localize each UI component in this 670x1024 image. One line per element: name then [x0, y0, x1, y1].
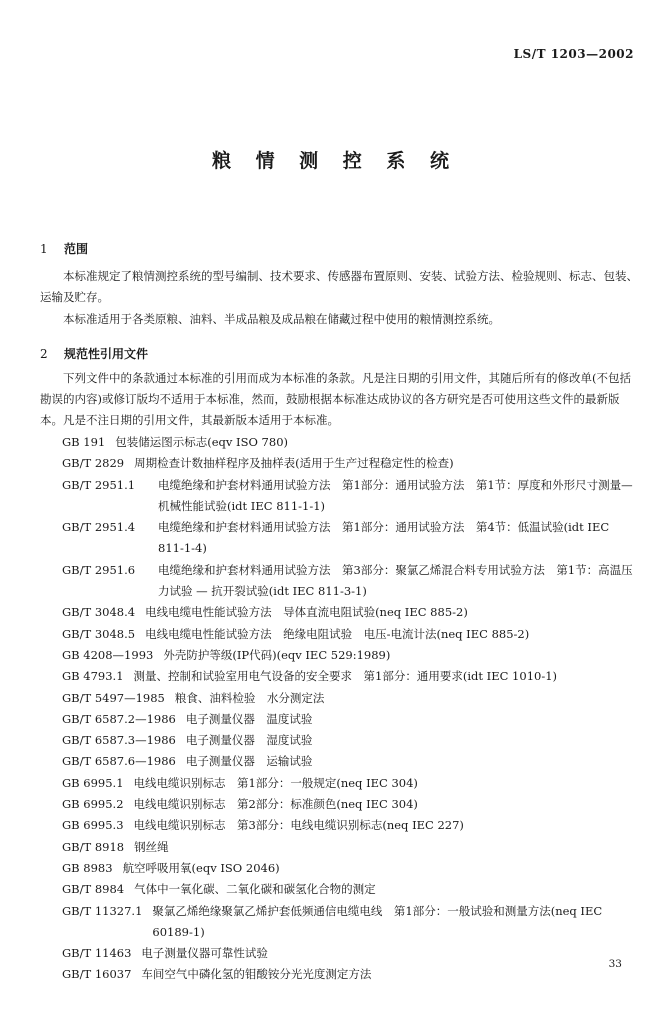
reference-title: 电线电缆识别标志 第2部分：标准颜色(neq IEC 304) — [133, 797, 418, 812]
reference-item — [62, 901, 638, 944]
reference-code: GB/T 2951.6 — [62, 562, 136, 577]
reference-code: GB/T 6587.3—1986 — [62, 733, 176, 748]
reference-item — [62, 879, 638, 900]
reference-item — [62, 815, 638, 836]
reference-title: 航空呼吸用氧(eqv ISO 2046) — [122, 860, 280, 875]
reference-item — [62, 773, 638, 794]
reference-title: 电子测量仪器 温度试验 — [185, 711, 313, 726]
reference-item — [62, 964, 638, 985]
reference-title: 电子测量仪器 运输试验 — [185, 754, 313, 769]
reference-item — [62, 645, 638, 666]
section-number: 1 — [40, 242, 48, 256]
reference-title: 电线电缆识别标志 第1部分：一般规定(neq IEC 304) — [133, 775, 418, 790]
reference-code: GB/T 16037 — [62, 967, 132, 982]
reference-item — [62, 858, 638, 879]
reference-title: 电子测量仪器 湿度试验 — [185, 733, 313, 748]
reference-item — [62, 432, 638, 453]
reference-item — [62, 475, 638, 518]
reference-code: GB 6995.3 — [62, 818, 124, 833]
reference-item — [62, 837, 638, 858]
standard-code: LS/T 1203—2002 — [513, 47, 634, 61]
paragraph: 下列文件中的条款通过本标准的引用而成为本标准的条款。凡是注日期的引用文件，其随后所有的修改单(不包括勘误的内容)或修订版均不适用于本标准，然而，鼓励根据本标准达成协议的各方研究是否可使用这些文件的最新版本。凡是不注日期的引用文件，其最新版本适用于本标准。 — [40, 371, 631, 427]
reference-code: GB 8983 — [62, 860, 113, 875]
reference-code: GB 4793.1 — [62, 669, 124, 684]
reference-code: GB/T 2951.1 — [62, 477, 136, 492]
reference-code: GB/T 11327.1 — [62, 903, 143, 918]
reference-code: GB/T 3048.5 — [62, 626, 136, 641]
reference-item — [62, 666, 638, 687]
document-title: 粮 情 测 控 系 统 — [211, 150, 459, 172]
reference-title: 车间空气中磷化氢的钼酸铵分光光度测定方法 — [141, 967, 372, 982]
reference-code: GB/T 5497—1985 — [62, 690, 165, 705]
reference-title: 周期检查计数抽样程序及抽样表(适用于生产过程稳定性的检查) — [134, 456, 454, 471]
reference-item — [62, 453, 638, 474]
reference-item — [62, 943, 638, 964]
reference-code: GB/T 2951.4 — [62, 520, 136, 535]
reference-title: 电线电缆识别标志 第3部分：电线电缆识别标志(neq IEC 227) — [133, 818, 464, 833]
section-title: 规范性引用文件 — [64, 347, 149, 361]
reference-title: 电缆绝缘和护套材料通用试验方法 第1部分：通用试验方法 第1节：厚度和外形尺寸测量— 机械性能试验(idt IEC 811-1-1) — [158, 477, 633, 513]
reference-title: 电线电缆电性能试验方法 导体直流电阻试验(neq IEC 885-2) — [145, 605, 468, 620]
paragraph: 本标准规定了粮情测控系统的型号编制、技术要求、传感器布置原则、安装、试验方法、检验规则、标志、包装、运输及贮存。 — [40, 269, 638, 304]
reference-item — [62, 751, 638, 772]
reference-item — [62, 688, 638, 709]
reference-title: 粮食、油料检验 水分测定法 — [174, 690, 325, 705]
reference-code: GB/T 8984 — [62, 882, 125, 897]
reference-code: GB/T 3048.4 — [62, 605, 136, 620]
reference-title: 电线电缆电性能试验方法 绝缘电阻试验 电压-电流计法(neq IEC 885-2) — [145, 626, 530, 641]
reference-title: 电缆绝缘和护套材料通用试验方法 第1部分：通用试验方法 第4节：低温试验(idt IEC 811-1-4) — [158, 520, 610, 556]
reference-title: 电子测量仪器可靠性试验 — [141, 946, 268, 961]
reference-code: GB/T 6587.6—1986 — [62, 754, 176, 769]
reference-item — [62, 624, 638, 645]
reference-item — [62, 517, 638, 560]
reference-title: 包装储运图示标志(eqv ISO 780) — [115, 435, 288, 449]
section-number: 2 — [40, 347, 48, 361]
reference-code: GB 6995.2 — [62, 797, 124, 812]
reference-list — [62, 432, 638, 986]
page-number: 33 — [608, 958, 622, 970]
reference-title: 气体中一氧化碳、二氧化碳和碳氢化合物的测定 — [134, 882, 376, 897]
reference-code: GB 4208—1993 — [62, 647, 154, 662]
paragraph: 本标准适用于各类原粮、油料、半成品粮及成品粮在储藏过程中使用的粮情测控系统。 — [63, 312, 500, 326]
reference-item — [62, 709, 638, 730]
reference-code: GB 6995.1 — [62, 775, 124, 790]
section-heading-normative-references — [40, 345, 148, 362]
section-heading-scope — [40, 240, 88, 257]
reference-code: GB/T 2829 — [62, 456, 125, 471]
reference-title: 测量、控制和试验室用电气设备的安全要求 第1部分：通用要求(idt IEC 1010-1) — [133, 669, 558, 684]
section-title: 范围 — [64, 242, 89, 256]
reference-code: GB/T 11463 — [62, 946, 132, 961]
reference-item — [62, 730, 638, 751]
reference-title: 外壳防护等级(IP代码)(eqv IEC 529:1989) — [163, 647, 391, 662]
reference-item — [62, 560, 638, 603]
reference-code: GB/T 6587.2—1986 — [62, 711, 176, 726]
reference-title: 钢丝绳 — [134, 839, 169, 854]
reference-item — [62, 602, 638, 623]
reference-title: 电缆绝缘和护套材料通用试验方法 第3部分：聚氯乙烯混合料专用试验方法 第1节：高温压力试验 — 抗开裂试验(idt IEC 811-3-1) — [158, 562, 633, 599]
reference-code: GB 191 — [62, 435, 106, 449]
reference-code: GB/T 8918 — [62, 839, 125, 854]
reference-title: 聚氯乙烯绝缘聚氯乙烯护套低频通信电缆电线 第1部分：一般试验和测量方法(neq IEC 60189-1) — [152, 903, 603, 939]
reference-item — [62, 794, 638, 815]
